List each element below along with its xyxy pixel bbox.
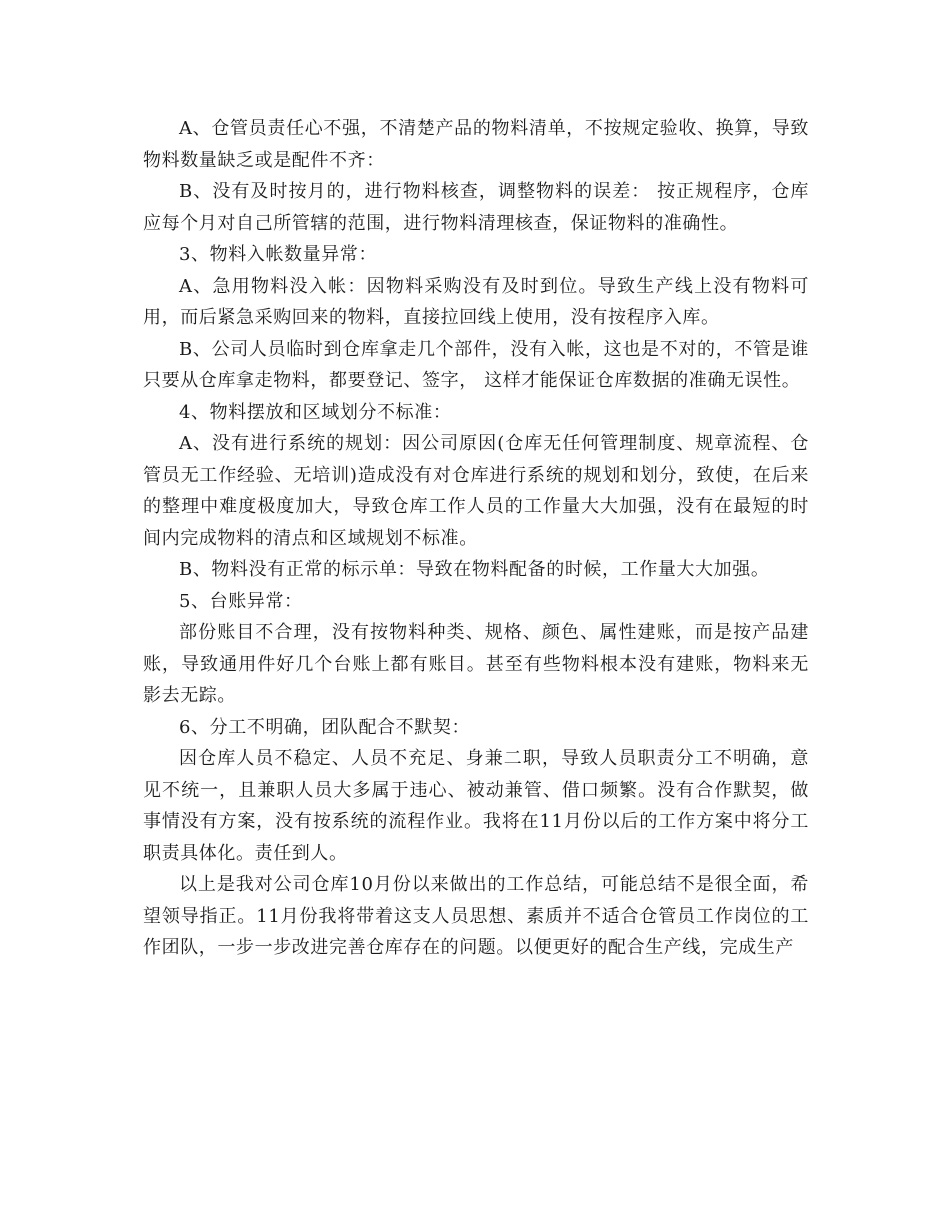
heading-3-entry-anomaly: 3、物料入帐数量异常：: [179, 244, 378, 265]
paragraph-a-no-planning: A、没有进行系统的规划：因公司原因(仓库无任何管理制度、规章流程、仓管员无工作经验、无培训)造成没有对仓库进行系统的规划和划分，致使，在后来的整理中难度极度加大，导致仓库工作人员的工作量大大加强，没有在最短的时间内完成物料的清点和区域规划不标准。: [143, 433, 809, 549]
paragraph-division-detail: 因仓库人员不稳定、人员不充足、身兼二职，导致人员职责分工不明确，意见不统一，且兼职人员大多属于违心、被动兼管、借口频繁。没有合作默契，做事情没有方案，没有按系统的流程作业。我将在11月份以后的工作方案中将分工职责具体化。责任到人。: [143, 748, 809, 864]
paragraph-a-responsibility: A、仓管员责任心不强，不清楚产品的物料清单，不按规定验收、换算，导致物料数量缺乏或是配件不齐：: [143, 118, 809, 171]
paragraph-b-monthly-check: B、没有及时按月的，进行物料核查，调整物料的误差： 按正规程序，仓库应每个月对自己所管辖的范围，进行物料清理核查，保证物料的准确性。: [143, 181, 809, 234]
document-body: [143, 113, 809, 964]
paragraph-b-no-label: B、物料没有正常的标示单：导致在物料配备的时候，工作量大大加强。: [179, 559, 770, 580]
paragraph-b-temporary-pickup: B、公司人员临时到仓库拿走几个部件，没有入帐，这也是不对的，不管是谁只要从仓库拿走物料，都要登记、签字， 这样才能保证仓库数据的准确无误性。: [143, 338, 809, 391]
heading-4-placement: 4、物料摆放和区域划分不标准：: [179, 401, 452, 423]
paragraph-ledger-detail: 部份账目不合理，没有按物料种类、规格、颜色、属性建账，而是按产品建账，导致通用件好几个台账上都有账目。甚至有些物料根本没有建账，物料来无影去无踪。: [143, 622, 809, 706]
heading-5-ledger: 5、台账异常：: [179, 590, 303, 612]
paragraph-a-urgent-material: A、急用物料没入帐：因物料采购没有及时到位。导致生产线上没有物料可用，而后紧急采购回来的物料，直接拉回线上使用，没有按程序入库。: [143, 275, 809, 328]
heading-6-division: 6、分工不明确，团队配合不默契：: [179, 716, 471, 738]
paragraph-summary: 以上是我对公司仓库10月份以来做出的工作总结，可能总结不是很全面，希望领导指正。11月份我将带着这支人员思想、素质并不适合仓管员工作岗位的工作团队，一步一步改进完善仓库存在的问题。以便更好的配合生产线，完成生产: [143, 874, 809, 958]
